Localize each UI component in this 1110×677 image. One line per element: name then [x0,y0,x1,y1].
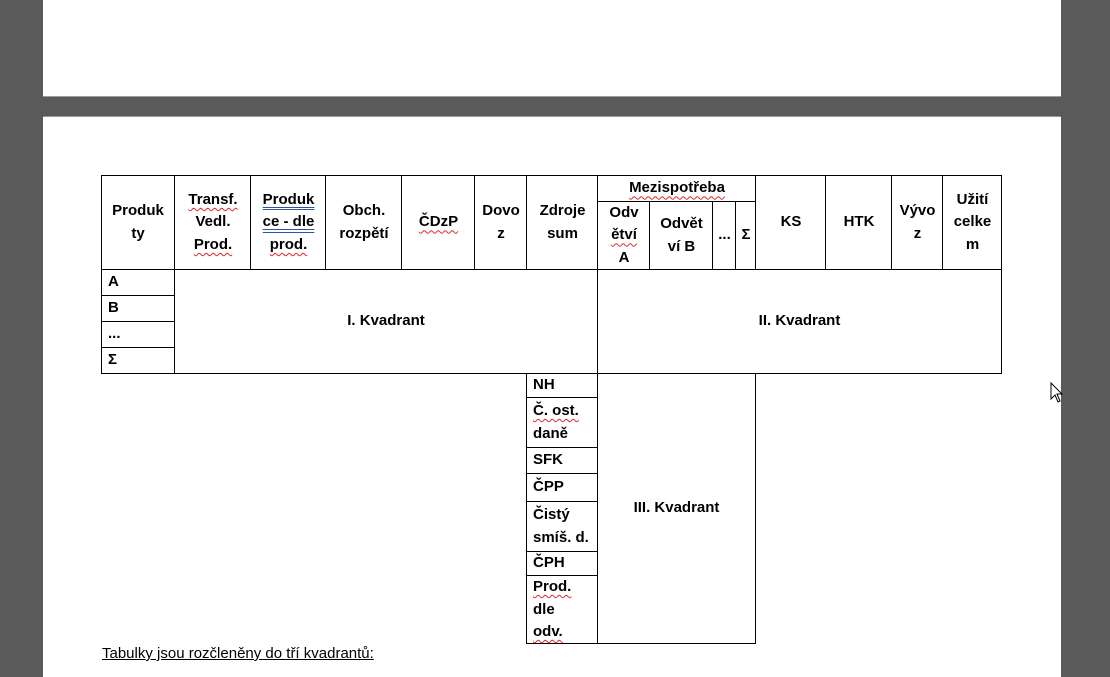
header-dovoz: Dovo z [482,202,520,242]
row-label-cph: ČPH [533,554,565,572]
row-label-b: B [108,299,119,317]
mouse-cursor-icon [1050,382,1064,404]
header-transf-vedl-prod: Transf. Vedl. Prod. [188,190,238,253]
row-label-cisty-smis-d: Čistý smíš. d. [533,506,589,546]
row-label-ellipsis: ... [108,325,121,343]
document-caption: Tabulky jsou rozčleněny do tří kvadrantů: [102,645,374,662]
row-label-sfk: SFK [533,451,563,469]
header-mezispotreba: Mezispotřeba [629,179,725,197]
header-produkty: Produk ty [112,202,164,242]
header-obch-rozpeti: Obch. rozpětí [339,202,389,242]
quadrant-1: I. Kvadrant [347,312,425,330]
row-label-nh: NH [533,376,555,394]
row-label-c-ost-dane: Č. ost. daně [533,402,579,442]
header-sigma: Σ [741,226,751,244]
row-label-cpp: ČPP [533,478,564,496]
quadrant-3: III. Kvadrant [633,499,720,517]
row-label-sigma: Σ [108,351,118,369]
header-odvetvi-b: Odvět ví B [660,215,703,255]
header-ks: KS [780,213,802,231]
row-label-prod-dle-odv: Prod. dle odv. [533,578,572,640]
quadrant-2: II. Kvadrant [758,312,841,330]
header-cdzp: ČDzP [418,213,459,231]
document-page-previous [43,0,1061,97]
header-htk: HTK [843,213,875,231]
header-odvetvi-a: Odv ětví A [609,203,639,266]
row-label-a: A [108,273,119,291]
header-produkce-dle-prod: Produk ce - dle prod. [262,190,315,253]
header-zdroje-sum: Zdroje sum [539,202,586,242]
header-ellipsis: ... [718,226,731,244]
header-vyvoz: Vývo z [899,202,936,242]
header-uziti-celkem: Užití celke m [953,190,992,253]
